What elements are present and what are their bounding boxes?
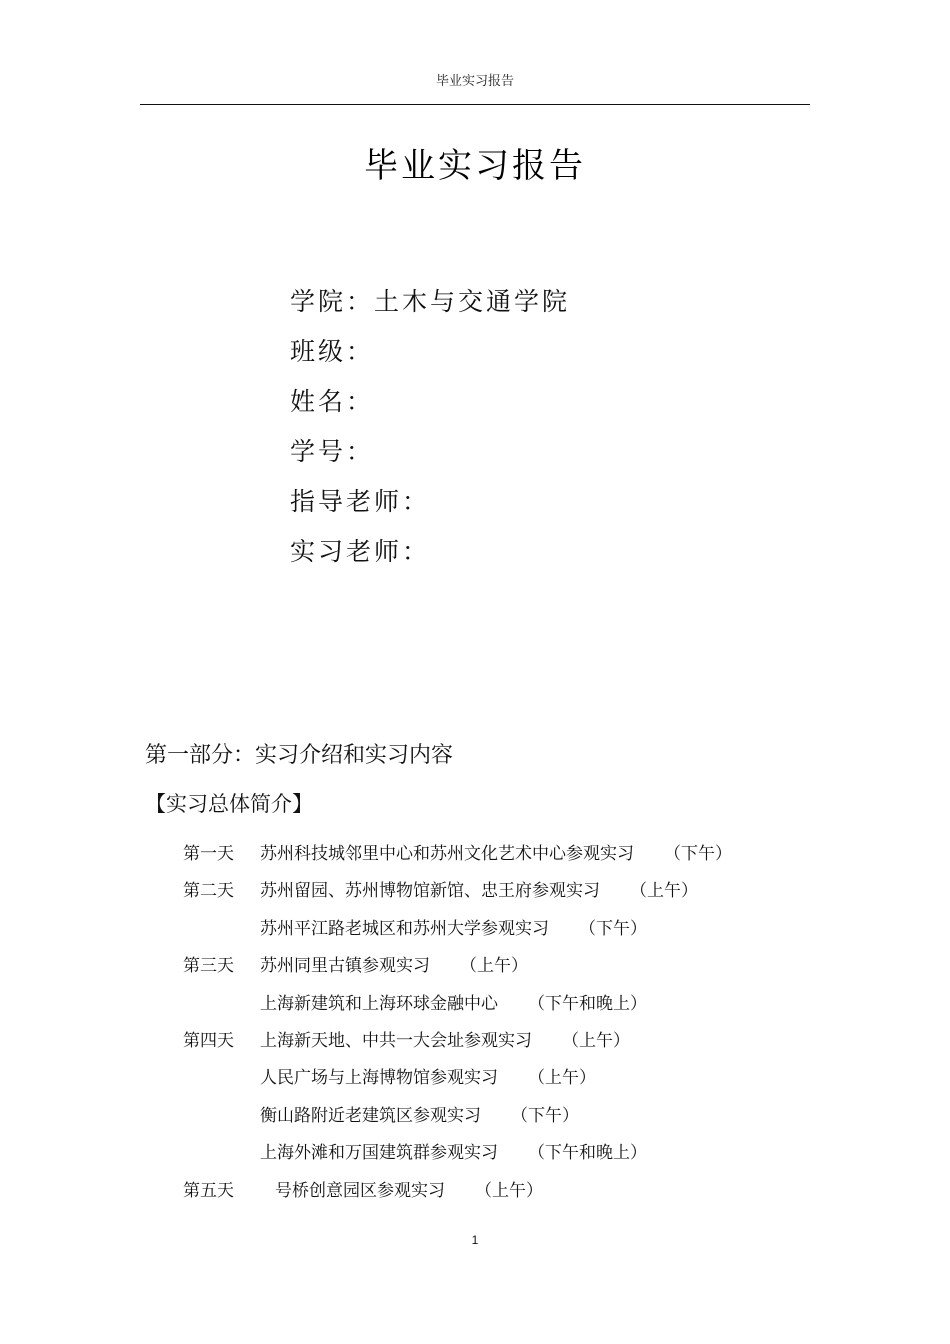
schedule-day: 第一天 bbox=[183, 844, 234, 864]
running-header: 毕业实习报告 bbox=[435, 74, 514, 89]
schedule-activity bbox=[260, 1025, 630, 1057]
schedule-activity bbox=[260, 913, 647, 945]
schedule-time: （下午和晚上） bbox=[528, 1143, 647, 1164]
schedule-activity bbox=[260, 988, 647, 1020]
schedule-day: 第四天 bbox=[183, 1030, 234, 1051]
activity-text: 上海新天地、中共一大会址参观实习 bbox=[260, 1030, 532, 1051]
info-college bbox=[290, 280, 570, 330]
header-divider bbox=[140, 104, 810, 105]
schedule-time: （上午） bbox=[630, 881, 698, 902]
schedule-list bbox=[0, 838, 950, 1212]
info-class bbox=[290, 330, 570, 380]
schedule-day: 第三天 bbox=[183, 956, 234, 977]
schedule-time: （上午） bbox=[460, 956, 528, 977]
schedule-activity bbox=[275, 1175, 543, 1207]
cover-info-block bbox=[290, 280, 570, 580]
schedule-time: （上午） bbox=[528, 1068, 596, 1089]
schedule-row bbox=[0, 1100, 950, 1137]
activity-text: 苏州科技城邻里中心和苏州文化艺术中心参观实习 bbox=[260, 844, 634, 864]
section-subtitle: 【实习总体简介】 bbox=[145, 792, 313, 816]
info-label: 学院： bbox=[290, 287, 375, 316]
schedule-row bbox=[0, 1137, 950, 1174]
info-label: 实习老师： bbox=[290, 537, 431, 566]
document-title: 毕业实习报告 bbox=[364, 146, 586, 186]
schedule-time: （下午） bbox=[511, 1105, 579, 1126]
schedule-day: 第五天 bbox=[183, 1180, 234, 1201]
activity-text: 苏州留园、苏州博物馆新馆、忠王府参观实习 bbox=[260, 881, 600, 902]
info-student-id bbox=[290, 430, 570, 480]
info-label: 班级： bbox=[290, 337, 375, 366]
schedule-day: 第二天 bbox=[183, 881, 234, 902]
schedule-row bbox=[0, 1025, 950, 1062]
info-label: 学号： bbox=[290, 437, 375, 466]
activity-text: 衡山路附近老建筑区参观实习 bbox=[260, 1105, 481, 1126]
schedule-activity bbox=[260, 1137, 647, 1169]
activity-text: 号桥创意园区参观实习 bbox=[275, 1180, 445, 1201]
info-value: 土木与交通学院 bbox=[374, 287, 571, 316]
activity-text: 人民广场与上海博物馆参观实习 bbox=[260, 1068, 498, 1089]
schedule-activity bbox=[260, 1062, 596, 1094]
info-name bbox=[290, 380, 570, 430]
schedule-row bbox=[0, 913, 950, 950]
section-title: 第一部分：实习介绍和实习内容 bbox=[145, 743, 454, 768]
schedule-row bbox=[0, 875, 950, 912]
schedule-time: （下午） bbox=[579, 918, 647, 939]
activity-text: 苏州同里古镇参观实习 bbox=[260, 956, 430, 977]
schedule-time: （下午） bbox=[664, 844, 732, 864]
schedule-row bbox=[0, 1062, 950, 1099]
schedule-activity bbox=[260, 838, 732, 870]
info-advisor bbox=[290, 480, 570, 530]
schedule-activity bbox=[260, 1100, 579, 1132]
info-internship-teacher bbox=[290, 530, 570, 580]
schedule-row bbox=[0, 988, 950, 1025]
activity-text: 上海外滩和万国建筑群参观实习 bbox=[260, 1143, 498, 1164]
schedule-time: （下午和晚上） bbox=[528, 993, 647, 1014]
schedule-row bbox=[0, 950, 950, 987]
schedule-time: （上午） bbox=[562, 1030, 630, 1051]
schedule-time: （上午） bbox=[475, 1180, 543, 1201]
page-number: 1 bbox=[471, 1233, 479, 1247]
activity-text: 上海新建筑和上海环球金融中心 bbox=[260, 993, 498, 1014]
schedule-row bbox=[0, 838, 950, 875]
schedule-activity bbox=[260, 950, 528, 982]
activity-text: 苏州平江路老城区和苏州大学参观实习 bbox=[260, 918, 549, 939]
schedule-activity bbox=[260, 875, 698, 907]
info-label: 姓名： bbox=[290, 387, 375, 416]
schedule-row bbox=[0, 1175, 950, 1212]
info-label: 指导老师： bbox=[290, 487, 431, 516]
